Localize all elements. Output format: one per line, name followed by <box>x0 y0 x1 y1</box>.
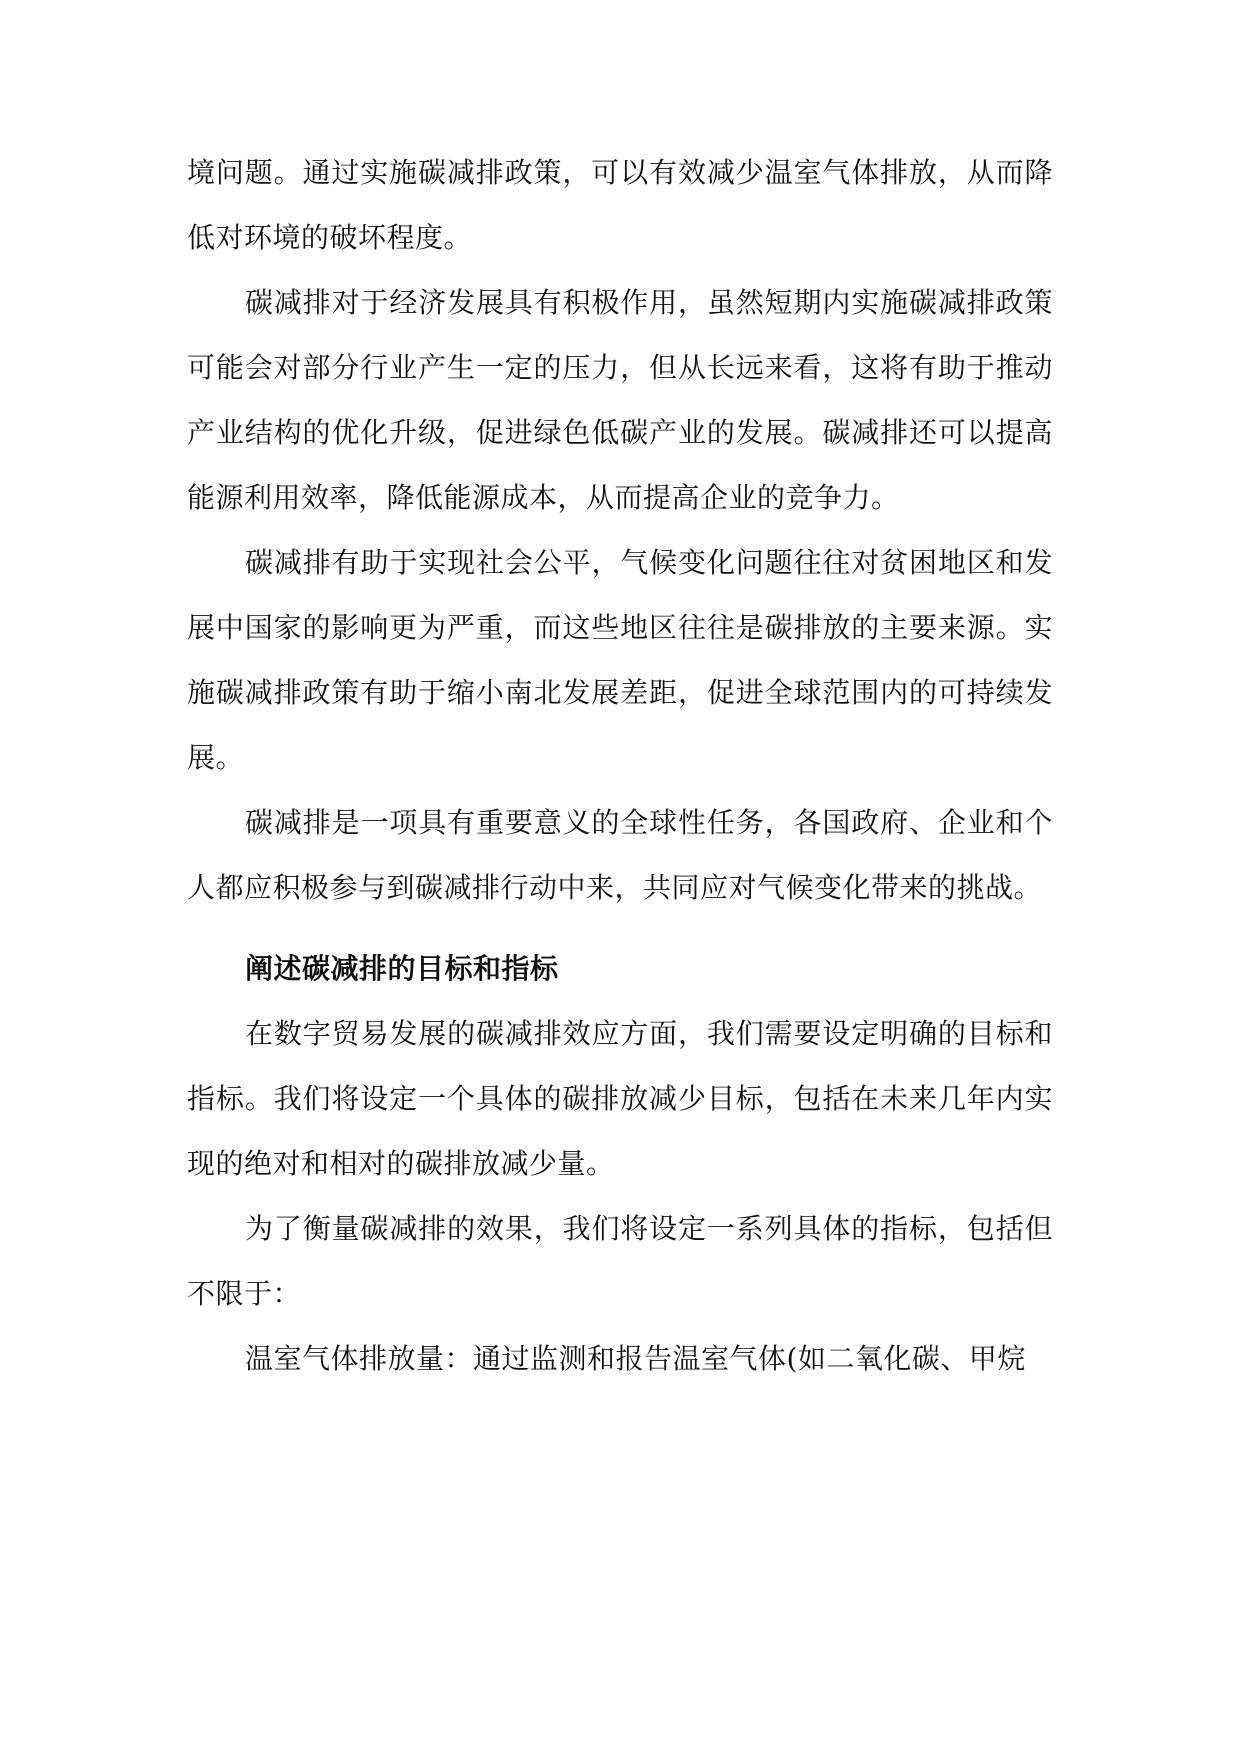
section-heading: 阐述碳减排的目标和指标 <box>245 952 559 985</box>
paragraph-social-equity: 碳减排有助于实现社会公平，气候变化问题往往对贫困地区和发展中国家的影响更为严重，而这些地区往往是碳排放的主要来源。实施碳减排政策有助于缩小南北发展差距，促进全球范围内的可持续发展。 <box>187 546 1053 774</box>
paragraph-global-task: 碳减排是一项具有重要意义的全球性任务，各国政府、企业和个人都应积极参与到碳减排行动中来，共同应对气候变化带来的挑战。 <box>187 806 1053 904</box>
paragraph-indicators: 为了衡量碳减排的效果，我们将设定一系列具体的指标，包括但不限于： <box>187 1212 1053 1310</box>
document-body <box>187 140 1053 1391</box>
paragraph-ghg-emissions: 温室气体排放量：通过监测和报告温室气体(如二氧化碳、甲烷 <box>245 1342 1026 1375</box>
paragraph-continuation: 境问题。通过实施碳减排政策，可以有效减少温室气体排放，从而降低对环境的破坏程度。 <box>187 156 1053 254</box>
paragraph-targets: 在数字贸易发展的碳减排效应方面，我们需要设定明确的目标和指标。我们将设定一个具体的碳排放减少目标，包括在未来几年内实现的绝对和相对的碳排放减少量。 <box>187 1017 1053 1180</box>
paragraph-economic-development: 碳减排对于经济发展具有积极作用，虽然短期内实施碳减排政策可能会对部分行业产生一定的压力，但从长远来看，这将有助于推动产业结构的优化升级，促进绿色低碳产业的发展。碳减排还可以提高能源利用效率，降低能源成本，从而提高企业的竞争力。 <box>187 286 1053 514</box>
